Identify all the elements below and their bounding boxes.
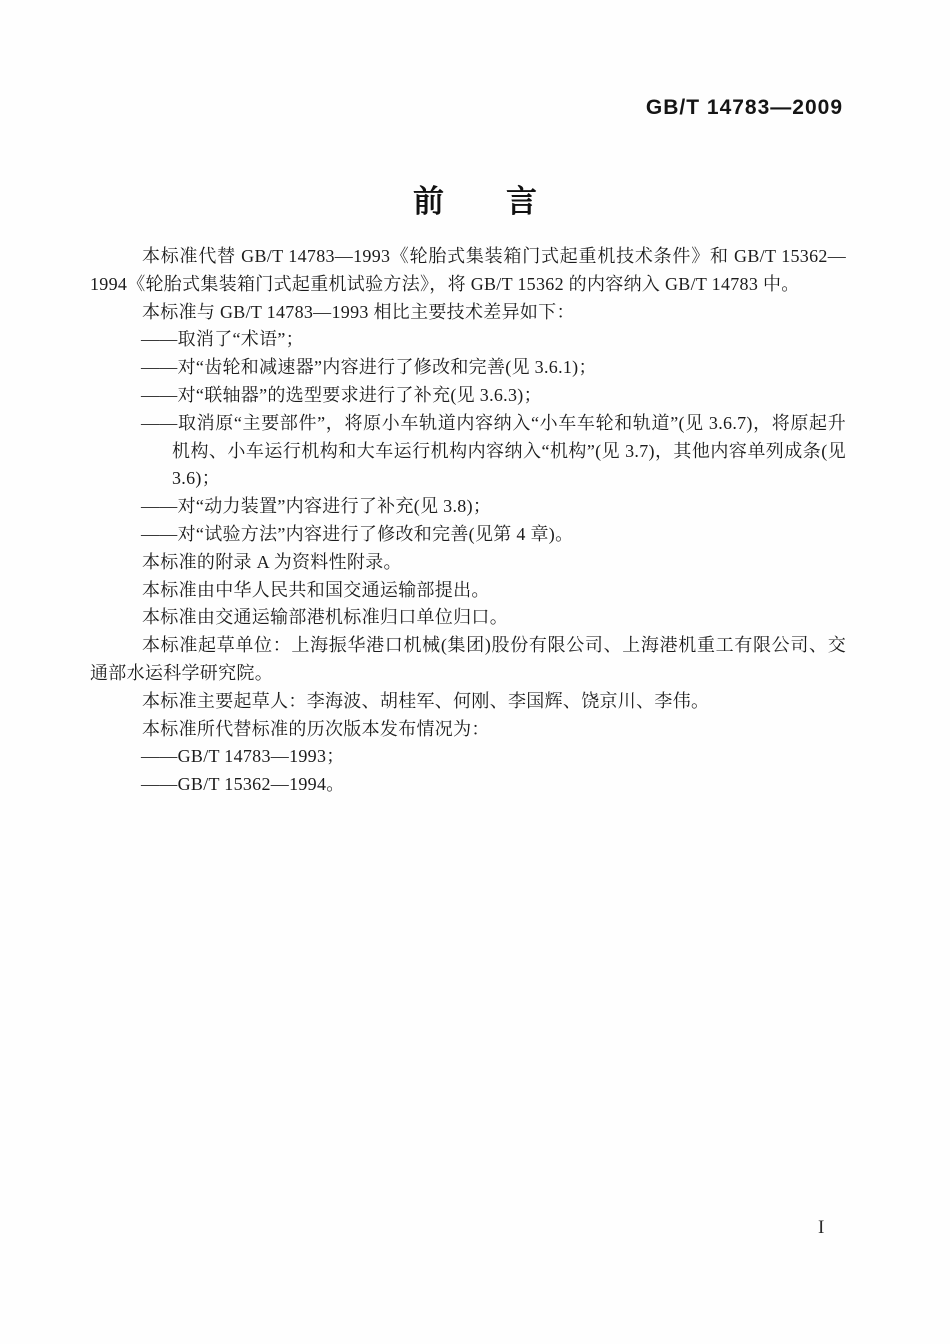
paragraph-replaces: 本标准代替 GB/T 14783—1993《轮胎式集装箱门式起重机技术条件》和 GB/T 15362—1994《轮胎式集装箱门式起重机试验方法》，将 GB/T 15362 的内容纳入 GB/T 14783 中。 [90, 246, 846, 294]
dash-item-power-unit: ——对“动力装置”内容进行了补充(见 3.8)； [141, 496, 492, 517]
dash-item-previous-edition-1993: ——GB/T 14783—1993； [141, 746, 345, 767]
paragraph-drafting-organizations: 本标准起草单位：上海振华港口机械(集团)股份有限公司、上海港机重工有限公司、交通部水运科学研究院。 [90, 635, 846, 683]
dash-item-main-components: ——取消原“主要部件”，将原小车轨道内容纳入“小车车轮和轨道”(见 3.6.7)，将原起升机构、小车运行机构和大车运行机构内容纳入“机构”(见 3.7)，其他内容单列成条(见 3.6)； [141, 412, 846, 489]
standard-code: GB/T 14783—2009 [645, 96, 843, 119]
paragraph-centralized-by: 本标准由交通运输部港机标准归口单位归口。 [142, 607, 508, 628]
dash-item-terms-removed: ——取消了“术语”； [141, 329, 304, 350]
dash-item-couplings: ——对“联轴器”的选型要求进行了补充(见 3.6.3)； [141, 384, 542, 405]
dash-item-previous-edition-1994: ——GB/T 15362—1994。 [141, 774, 345, 795]
paragraph-previous-editions-intro: 本标准所代替标准的历次版本发布情况为： [142, 718, 490, 739]
paragraph-proposed-by: 本标准由中华人民共和国交通运输部提出。 [142, 579, 490, 600]
dash-item-test-methods: ——对“试验方法”内容进行了修改和完善(见第 4 章)。 [141, 523, 574, 544]
paragraph-appendix: 本标准的附录 A 为资料性附录。 [142, 551, 402, 572]
foreword-content [90, 243, 846, 799]
paragraph-drafters: 本标准主要起草人：李海波、胡桂军、何刚、李国辉、饶京川、李伟。 [142, 690, 710, 711]
paragraph-differences-intro: 本标准与 GB/T 14783—1993 相比主要技术差异如下： [142, 301, 575, 322]
dash-item-gears-reducers: ——对“齿轮和减速器”内容进行了修改和完善(见 3.6.1)； [141, 357, 597, 378]
page-number: I [818, 1217, 825, 1238]
page-title: 前 言 [413, 184, 537, 219]
